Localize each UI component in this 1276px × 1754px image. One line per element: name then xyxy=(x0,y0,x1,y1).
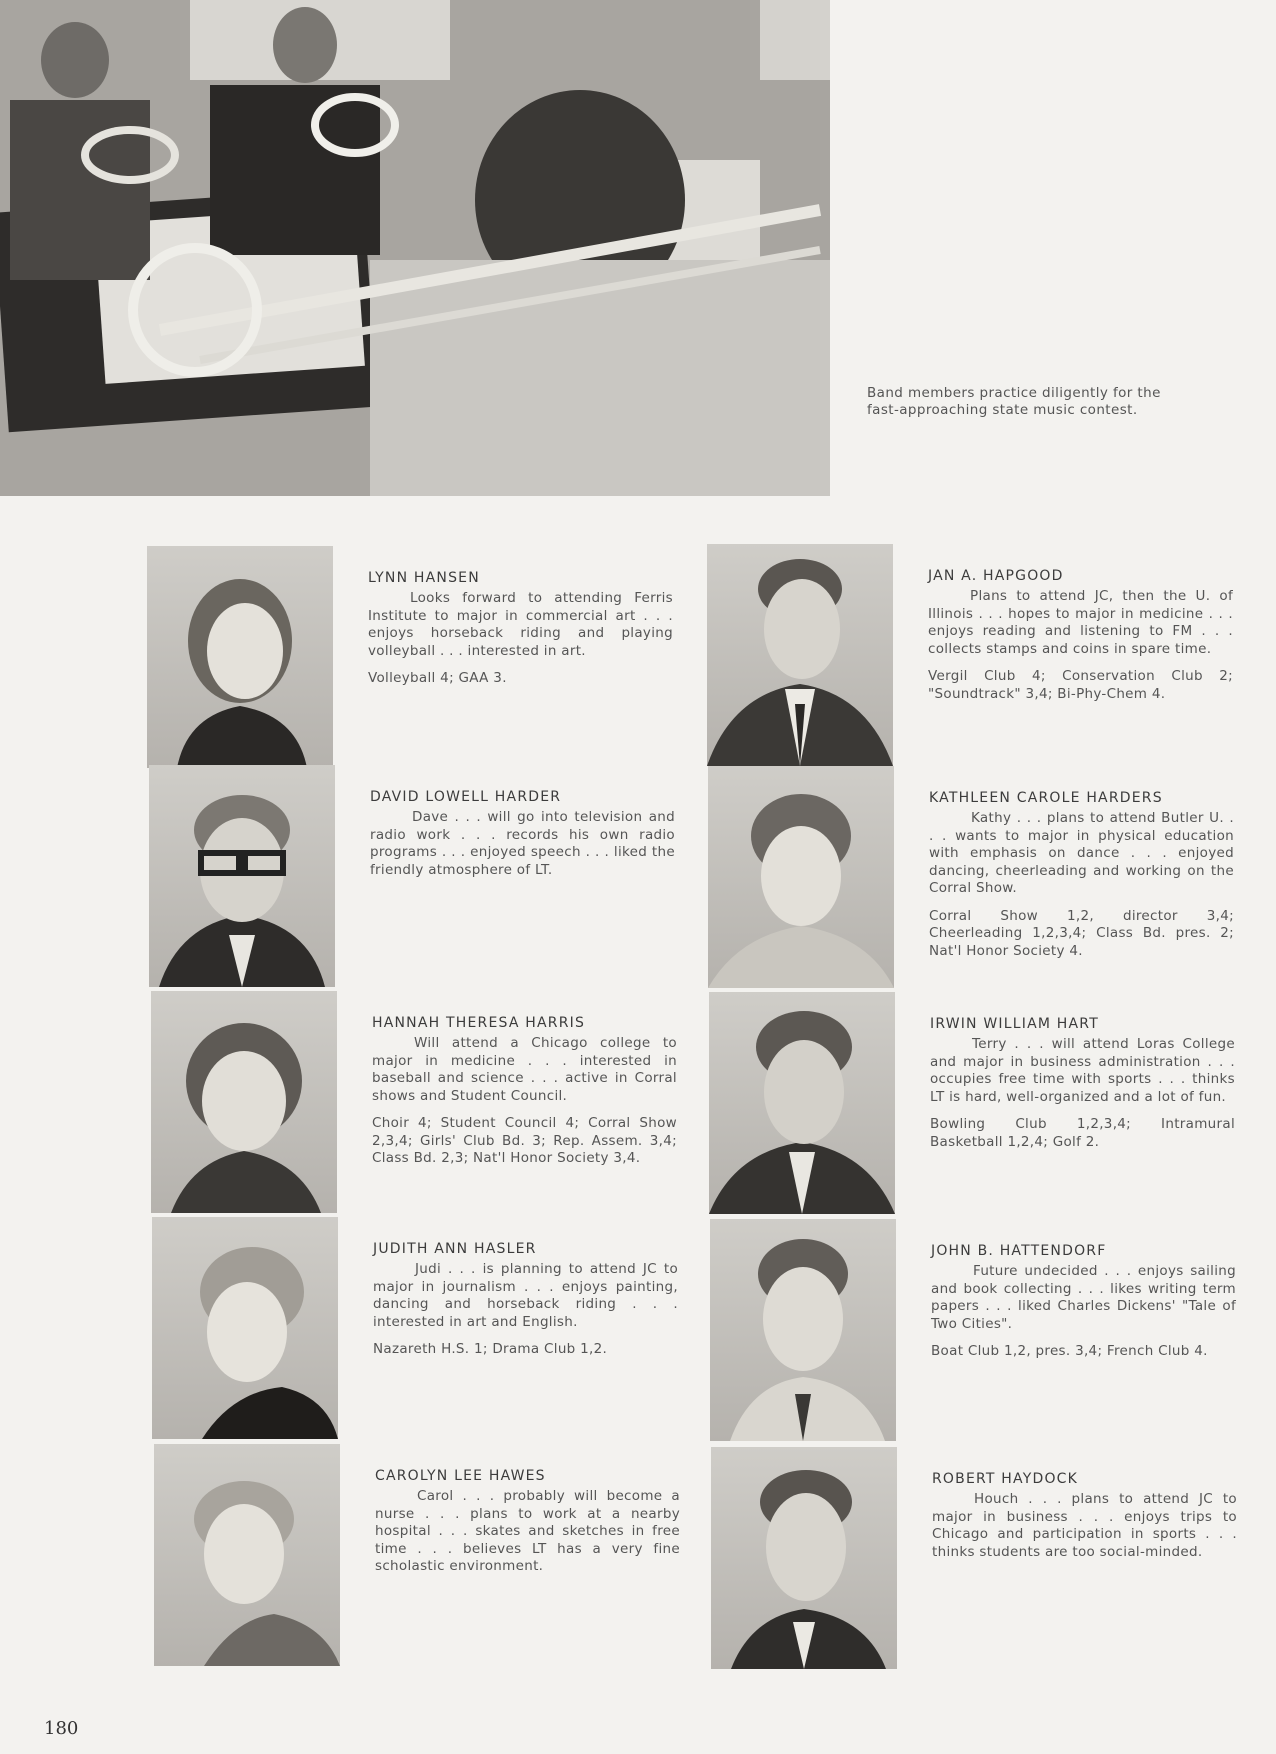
senior-entry xyxy=(154,1444,714,1666)
senior-description: Terry . . . will attend Loras College and major in business administration . . . occupies free time with sports . . . thinks LT is hard, well-organized and a lot of fun. xyxy=(930,1036,1235,1105)
senior-entry xyxy=(710,1219,1270,1441)
senior-portrait xyxy=(709,992,895,1214)
senior-name: KATHLEEN CAROLE HARDERS xyxy=(929,790,1163,806)
senior-name: IRWIN WILLIAM HART xyxy=(930,1016,1099,1032)
senior-name: DAVID LOWELL HARDER xyxy=(370,789,562,805)
senior-entry xyxy=(151,991,711,1213)
photo-caption: Band members practice diligently for the fast-approaching state music contest. xyxy=(867,385,1161,418)
senior-bio xyxy=(373,1241,678,1359)
senior-portrait xyxy=(707,544,893,766)
senior-name: ROBERT HAYDOCK xyxy=(932,1471,1079,1487)
senior-description: Houch . . . plans to attend JC to major in business . . . enjoys trips to Chicago and participation in sports . . . thinks students are too social-minded. xyxy=(932,1491,1237,1560)
senior-name: JAN A. HAPGOOD xyxy=(928,568,1064,584)
senior-bio xyxy=(370,789,675,879)
senior-bio xyxy=(930,1016,1235,1151)
senior-entry xyxy=(709,992,1269,1214)
senior-activities: Choir 4; Student Council 4; Corral Show 2,3,4; Girls' Club Bd. 3; Rep. Assem. 3,4; Class Bd. 2,3; Nat'l Honor Society 3,4. xyxy=(372,1115,677,1166)
senior-bio xyxy=(931,1243,1236,1361)
senior-activities: Boat Club 1,2, pres. 3,4; French Club 4. xyxy=(931,1343,1208,1359)
senior-entry xyxy=(707,544,1267,766)
senior-name: LYNN HANSEN xyxy=(368,570,480,586)
senior-bio xyxy=(929,790,1234,960)
senior-activities: Volleyball 4; GAA 3. xyxy=(368,670,507,686)
senior-description: Will attend a Chicago college to major in medicine . . . interested in baseball and science . . . active in Corral shows and Student Council. xyxy=(372,1035,677,1104)
senior-description: Judi . . . is planning to attend JC to major in journalism . . . enjoys painting, dancing and horseback riding . . . interested in art and English. xyxy=(373,1261,678,1330)
senior-portrait xyxy=(149,765,335,987)
senior-activities: Nazareth H.S. 1; Drama Club 1,2. xyxy=(373,1341,608,1357)
senior-entry xyxy=(152,1217,712,1439)
senior-entry xyxy=(711,1447,1271,1669)
senior-name: CAROLYN LEE HAWES xyxy=(375,1468,546,1484)
senior-description: Future undecided . . . enjoys sailing and book collecting . . . likes writing term papers . . . liked Charles Dickens' "Tale of Two Cities". xyxy=(931,1263,1236,1332)
senior-bio xyxy=(375,1468,680,1576)
senior-portrait xyxy=(147,546,333,768)
senior-bio xyxy=(928,568,1233,703)
senior-portrait xyxy=(152,1217,338,1439)
senior-portrait xyxy=(708,766,894,988)
senior-portrait xyxy=(151,991,337,1213)
senior-name: JOHN B. HATTENDORF xyxy=(931,1243,1107,1259)
senior-bio xyxy=(368,570,673,688)
senior-entry xyxy=(149,765,709,987)
senior-description: Kathy . . . plans to attend Butler U. . . . wants to major in physical education with emphasis on dance . . . enjoyed dancing, cheerleading and working on the Corral Show. xyxy=(929,810,1234,896)
senior-description: Plans to attend JC, then the U. of Illinois . . . hopes to major in medicine . . . enjoys reading and listening to FM . . . collects stamps and coins in spare time. xyxy=(928,588,1233,657)
senior-description: Looks forward to attending Ferris Institute to major in commercial art . . . enjoys horseback riding and playing volleyball . . . interested in art. xyxy=(368,590,673,659)
band-practice-photo xyxy=(0,0,830,496)
senior-portrait xyxy=(154,1444,340,1666)
page-number: 180 xyxy=(44,1718,79,1739)
senior-activities: Bowling Club 1,2,3,4; Intramural Basketball 1,2,4; Golf 2. xyxy=(930,1116,1235,1150)
senior-portrait xyxy=(710,1219,896,1441)
senior-description: Dave . . . will go into television and radio work . . . records his own radio programs . . . enjoyed speech . . . liked the friendly atmosphere of LT. xyxy=(370,809,675,878)
senior-bio xyxy=(372,1015,677,1168)
senior-description: Carol . . . probably will become a nurse . . . plans to work at a nearby hospital . . . skates and sketches in free time . . . believes LT has a very fine scholastic environment. xyxy=(375,1488,680,1574)
senior-bio xyxy=(932,1471,1237,1561)
senior-portrait xyxy=(711,1447,897,1669)
senior-activities: Vergil Club 4; Conservation Club 2; "Soundtrack" 3,4; Bi-Phy-Chem 4. xyxy=(928,668,1233,702)
senior-entry xyxy=(147,546,707,768)
senior-name: HANNAH THERESA HARRIS xyxy=(372,1015,586,1031)
senior-entry xyxy=(708,766,1268,988)
senior-name: JUDITH ANN HASLER xyxy=(373,1241,537,1257)
senior-activities: Corral Show 1,2, director 3,4; Cheerleading 1,2,3,4; Class Bd. pres. 2; Nat'l Honor Society 4. xyxy=(929,907,1234,959)
